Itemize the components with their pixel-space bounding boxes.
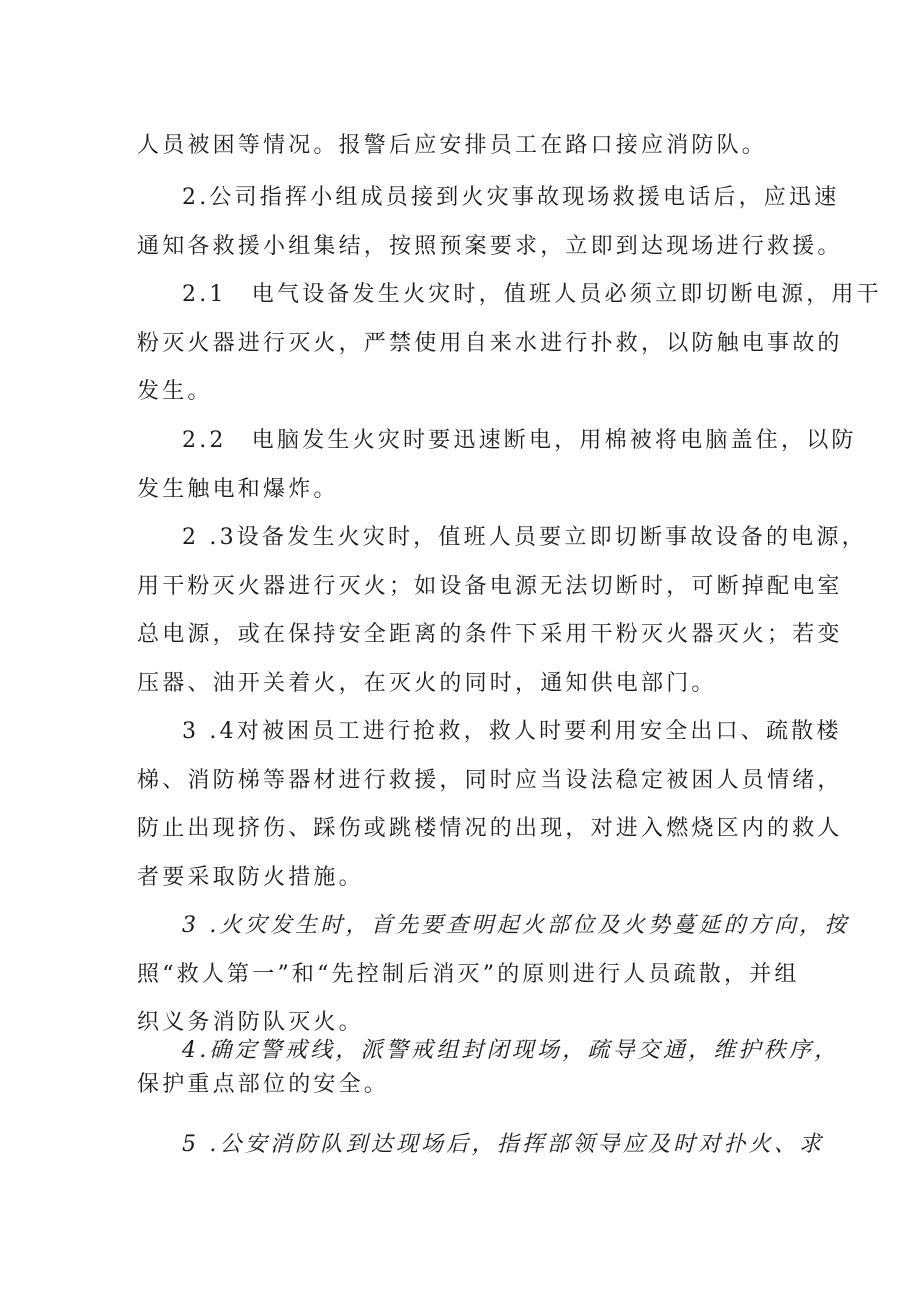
text-line: 总电源，或在保持安全距离的条件下采用干粉灭火器灭火；若变 [137,622,843,647]
paragraph-4 [137,1034,840,1102]
paragraph-2-1 [137,271,882,417]
text-line: 用干粉灭火器进行灭火；如设备电源无法切断时，可断掉配电室 [137,573,843,599]
text-line: 照“救人第一”和“先控制后消灭”的原则进行人员疏散，并组 [137,961,800,987]
paragraph-2-3 [137,514,867,708]
text-line: 发生触电和爆炸。 [137,476,339,502]
text-line: 5 .公安消防队到达现场后，指挥部领导应及时对扑火、求 [182,1132,825,1157]
text-line: 保护重点部位的安全。 [137,1072,390,1097]
paragraph-1 [137,174,843,271]
text-line: 者要采取防火措施。 [137,864,364,890]
text-line: 压器、油开关着火，在灭火的同时，通知供电部门。 [137,670,717,696]
paragraph-0 [137,122,787,171]
text-line: 3 .4对被困员工进行抢救，救人时要利用安全出口、疏散楼 [182,719,842,744]
text-line: 2.公司指挥小组成员接到火灾事故现场救援电话后，应迅速 [182,185,840,210]
paragraph-5 [137,1121,825,1170]
text-line: 防止出现挤伤、踩伤或跳楼情况的出现，对进入燃烧区内的救人 [137,816,843,841]
text-line: 粉灭火器进行灭火，严禁使用自来水进行扑救，以防触电事故的 [137,330,843,356]
paragraph-3 [137,902,850,1048]
text-line: 梯、消防梯等器材进行救援，同时应当设法稳定被困人员情绪， [137,767,843,793]
text-line: 2.2 电脑发生火灾时要迅速断电，用棉被将电脑盖住，以防 [182,428,857,453]
paragraph-2-2 [137,417,857,514]
text-line: 通知各救援小组集结，按照预案要求，立即到达现场进行救援。 [137,233,843,259]
text-line: 4.确定警戒线，派警戒组封闭现场，疏导交通，维护秩序， [182,1038,840,1063]
text-line: 发生。 [137,379,213,404]
text-line: 人员被困等情况。报警后应安排员工在路口接应消防队。 [137,133,768,158]
text-line: 2.1 电气设备发生火灾时，值班人员必须立即切断电源，用干 [182,282,882,307]
paragraph-3-4 [137,708,843,902]
text-line: 织义务消防队灭火。 [137,1010,364,1035]
text-line: 3 .火灾发生时，首先要查明起火部位及火势蔓延的方向，按 [182,913,850,938]
text-line: 2 .3设备发生火灾时，值班人员要立即切断事故设备的电源， [182,525,867,550]
